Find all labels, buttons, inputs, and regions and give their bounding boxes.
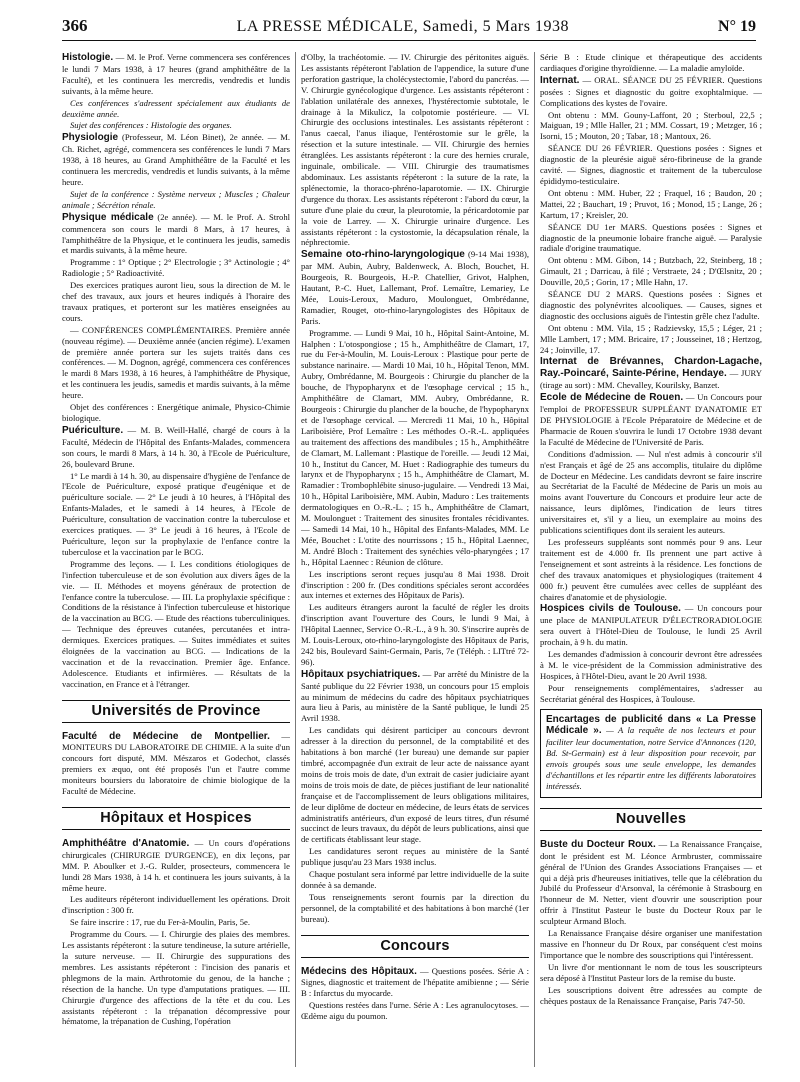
- section-heading-concours: Concours: [301, 935, 529, 958]
- article-puericulture: [62, 425, 290, 470]
- article-text: Ont obtenu : MM. Huber, 22 ; Fraquel, 16 ; Baudon, 20 ; Mattei, 22 ; Bauchart, 19 ; Pruvot, 16 ; Monod, 15 ; Lange, 26 ; Kartum, 17 ; Kreisler, 20.: [540, 187, 762, 220]
- article-text: Conditions d'admission. — Nul n'est admis à concourir s'il n'est Français et âgé de 25 ans accomplis, titulaire du diplôme de Docteur en Médecine. Les candidats devront se faire inscrire au Secrétariat de la Faculté de Médecine de Paris un mois au moins avant l'ouverture du Concours et produire leur acte de naissance, leurs diplômes, l'indication de leurs titres universitaires et, s'il y a lieu, un exemplaire au moins des publications scientifiques dont ils seraient les auteurs.: [540, 448, 762, 536]
- article-psychiatriques: [301, 669, 529, 725]
- article-text: (2e année). — M. le Prof. A. Strohl commencera son cours le mardi 8 Mars, à 17 heures, à l'amphithéâtre de la Physique, et le continuera les jeudis, samedis et mardis suivants, à la même heure.: [62, 211, 290, 256]
- article-physiologie: [62, 132, 290, 188]
- article-physique-medicale: [62, 212, 290, 257]
- article-text: — CONFÉRENCES COMPLÉMENTAIRES. Première année (nouveau régime). — Deuxième année (ancien régime). L'examen de première année portera sur les sujets traités dans ces conférences. — M. Dognon, agrégé, commencera ces conférences le mardi 8 Mars 1938, à 16 heures, à l'amphithéâtre de Physique, et les continuera les jeudis, samedis et mardis suivants, à la même heure.: [62, 324, 290, 401]
- article-text: Série B : Etude clinique et thérapeutique des accidents cardiaques d'origine thyroïdienne. — La maladie amyloïde.: [540, 52, 762, 73]
- article-title: Faculté de Médecine de Montpellier.: [62, 730, 270, 742]
- article-text: — La Renaissance Française, dont le président est M. Léonce Armbruster, commissaire général de l'Union des Grandes Associations Françaises — et qui a déjà pris d'heureuses initiatives, telle que la célébration du Jubilé du Professeur d'Arsonval, la cérémonie à Strasbourg en l'honneur de M. Netter, vient d'ouvrir une souscription pour offrir à l'Institut Pasteur le buste du Docteur Roux par le sculpteur Armand Bloch.: [540, 838, 762, 927]
- column-3: [540, 52, 762, 1070]
- article-text: — Par arrêté du Ministre de la Santé publique du 22 Février 1938, un concours pour 15 emplois au minimum de médecins du cadre des hôpitaux psychiatriques aura lieu à Paris, au ministère de la Santé publique, le lundi 25 Avril 1938.: [301, 668, 529, 724]
- column-divider: [295, 52, 296, 1067]
- article-text: Sujet des conférences : Histologie des organes.: [70, 120, 232, 131]
- article-text: Un livre d'or mentionnant le nom de tous les souscripteurs sera déposé à l'Institut Pasteur lors de la remise du buste.: [540, 961, 762, 983]
- article-text: — M. B. Weill-Hallé, chargé de cours à la Faculté, Médecin de l'Hôpital des Enfants-Malades, commencera son cours, le mardi 8 Mars, à 14 h. 30, à l'Ecole de Puériculture, 26, boulevard Brune.: [62, 424, 290, 469]
- journal-title: LA PRESSE MÉDICALE, Samedi, 5 Mars 1938: [236, 18, 569, 35]
- article-orl: [301, 249, 529, 326]
- article-montpellier: [62, 731, 290, 797]
- section-heading-universites: Universités de Province: [62, 700, 290, 723]
- article-text: Programme du Cours. — I. Chirurgie des plaies des membres. Les assistants répéteront : la suture tendineuse, la suture artérielle, la suture nerveuse. — II. Chirurgie des suppurations des membres. Les assistants répéteront : l'incision des panaris et phlegmons de la main. Arthrotomie du genou, de la hanche ; résection de la hanche. Un type d'amputations pratiques. — III. Chirurgie d'urgence des affections de la tête et du cou. Les assistants répéteront : la trépanation décompressive pour hématome, la trépanation de Cushing, l'opération: [62, 929, 290, 1027]
- article-text: Les souscriptions doivent être adressées au compte de chèques postaux de la Renaissance Française, Paris 747-50.: [540, 984, 762, 1006]
- article-internat-brevannes: [540, 356, 762, 391]
- article-internat: [540, 75, 762, 109]
- article-text: — Un concours pour une place de MANIPULATEUR D'ÉLECTRORADIOLOGIE sera ouvert à l'Hôtel-Dieu de Toulouse, le lundi 25 Avril prochain, à 9 h. du matin.: [540, 603, 762, 648]
- article-text: Programme des leçons. — I. Les conditions étiologiques de l'infection tuberculeuse et de son évolution aux divers âges de la vie. — II. Méthodes et moyens généraux de protection de l'enfance contre la tuberculose. — III. La prophylaxie spécifique : Conditions de la résistance à l'infection tuberculeuse et historique de la vaccination au BCG. — Etude des réactions tuberculiniques. — Technique des épreuves cutanées, percutanées et intra-dermiques. Exercices pratiques. — Suites immédiates et suites éloignées de la vaccination au BCG. — Indications de la vaccination et de la revaccination. Premier âge. Enfance. Adolescence. Etudiants et infirmières. — Résultats de la vaccination, en France et à l'étranger.: [62, 558, 290, 689]
- article-text: Pour renseignements complémentaires, s'adresser au Secrétariat général des Hospices, à Toulouse.: [540, 682, 762, 704]
- article-text: Tous renseignements seront fournis par la direction du personnel, de la comptabilité et des habitations à bon marché (1er bureau).: [301, 891, 529, 924]
- article-text: SÉANCE DU 2 MARS. Questions posées : Signes et diagnostic des polynévrites alcooliques. — Causes, signes et diagnostic des occlusions aiguës de l'intestin grêle chez l'adulte.: [540, 289, 762, 321]
- article-text: d'Olby, la trachéotomie. — IV. Chirurgie des péritonites aiguës. Les assistants répéteront l'ablation de l'appendice, la suture d'une perforation gastrique, la cholécystectomie, l'abord du pancréas. — V. Chirurgie gynécologique d'urgence. Les assistants répéteront : l'ablation unilatérale des annexes, l'hystérectomie subtotale, le drainage à la Mikulicz, la colpotomie postérieure. — VI. Chirurgie des occlusions intestinales. Les assistants répéteront : l'anus caecal, l'anus iliaque, l'entérostomie sur le grêle, la résection et la suture intestinale. — VII. Chirurgie des hernies étranglées. Les assistants répéteront : la cure des hernies crurale, inguinale, ombilicale. — VIII. Chirurgie des traumatismes abdominaux. Les assistants répéteront : la suture de la rate, la splénectomie, la thoraco-phréno-laparotomie. — IX. Chirurgie d'urgence du thorax. Les assistants répéteront : l'abord du cœur, la suture d'une plaie du cœur, la pleurotomie, la péricardotomie par la voie de Larrey. — X. Chirurgie urinaire d'urgence. Les assistants répéteront : la cystostomie, la décapsulation rénale, la néphrectomie.: [301, 52, 529, 248]
- article-title: Buste du Docteur Roux.: [540, 838, 656, 850]
- article-title: Physique médicale: [62, 211, 154, 223]
- issue-number: N° 19: [718, 18, 756, 35]
- article-histologie: [62, 52, 290, 97]
- notice-text: [546, 714, 756, 792]
- column-2: [301, 52, 529, 1070]
- article-text: — ORAL. SÉANCE DU 25 FÉVRIER. Questions posées : Signes et diagnostic du goitre exophtalmique. — Complications des kystes de l'ovaire.: [540, 74, 762, 108]
- article-text: Les candidatures seront reçues au ministère de la Santé publique jusqu'au 23 Mars 1938 inclus.: [301, 846, 529, 868]
- article-text: Sujet de la conférence : Système nerveux ; Muscles ; Chaleur animale ; Sécrétion rénale.: [62, 188, 290, 210]
- article-text: Des exercices pratiques auront lieu, sous la direction de M. le chef des travaux, aux jours et heures indiqués à l'horaire des travaux pratiques, et porteront sur les matières enseignées au cours.: [62, 280, 290, 323]
- notice-body: — A la requête de nos lecteurs et pour faciliter leur documentation, notre Service d'Annonces (120, Bd. St-Germain) est à leur disposition pour recevoir, par envois groupés sous une seule enveloppe, les demandes d'échantillons et les répartir entre les différents laboratoires intéressés.: [546, 725, 756, 791]
- article-title: Semaine oto-rhino-laryngologique: [301, 249, 465, 261]
- article-text: Chaque postulant sera informé par lettre individuelle de la suite donnée à sa demande.: [301, 869, 529, 890]
- article-text: — M. le Prof. Verne commencera ses conférences le lundi 7 Mars 1938, à 17 heures (grand amphithéâtre de la Faculté), et les continuera les mercredis, vendredis et lundis suivants, à la même heure.: [62, 52, 290, 96]
- article-title: Physiologie: [62, 132, 119, 144]
- article-text: Questions restées dans l'urne. Série A : Les agranulocytoses. — Œdème aigu du poumon.: [301, 1000, 529, 1022]
- article-text: Les auditeurs répéteront individuellement les opérations. Droit d'inscription : 300 fr.: [62, 894, 290, 916]
- section-heading-hopitaux: Hôpitaux et Hospices: [62, 807, 290, 830]
- article-text: — JURY (tirage au sort) : MM. Chevalley, Kourilsky, Banzet.: [540, 368, 762, 391]
- notice-title: Encartages de publicité dans « La Presse Médicale ».: [546, 713, 756, 737]
- article-text: (9-14 Mai 1938), par MM. Aubin, Aubry, Baldenweck, A. Bloch, Bouchet, H. Bourgeois, R. Bourgeois, H.-P. Chatellier, Grivot, Halphen, Hautant, P.-C. Huet, Lallemant, Prof. Lemaître, Lemariey, Le Mée, Louis-Leroux, Maduro, Moulonguet, Ombrédanne, Ramadier, Rouget, oto-rhino-laryngologistes des Hôpitaux de Paris.: [301, 249, 529, 326]
- article-text: SÉANCE DU 26 FÉVRIER. Questions posées : Signes et diagnostic de la pleurésie aiguë séro-fibrineuse de la grande cavité. — Signes, diagnostic et traitement de la tuberculose épididymo-testiculaire.: [540, 143, 762, 186]
- article-text: Ont obtenu : MM. Gouny-Laffont, 20 ; Sterboul, 22,5 ; Maiguan, 19 ; Mlle Haller, 21 ; MM. Cossart, 19 ; Metzger, 16 ; Isorni, 15 ; Mouton, 20 ; Tabar, 18 ; Mantoux, 26.: [540, 109, 762, 142]
- article-title: Internat de Brévannes, Chardon-Lagache, Ray.-Poincaré, Sainte-Périne, Hendaye.: [540, 356, 762, 380]
- article-text: La Renaissance Française désire organiser une manifestation massive en l'honneur du Dr Roux, par conséquent c'est moins l'importance que le nombre des souscriptions qui l'intéressent.: [540, 928, 762, 960]
- article-title: Hôpitaux psychiatriques.: [301, 668, 421, 680]
- column-divider: [534, 52, 535, 1067]
- article-text: — Un cours d'opérations chirurgicales (CHIRURGIE D'URGENCE), en dix leçons, par MM. P. Aboulker et J.-G. Rulder, prosecteurs, commencera le lundi 28 Mars 1938, à 14 h. et continuera les jours suivants, à la même heure.: [62, 837, 290, 893]
- article-title: Hospices civils de Toulouse.: [540, 603, 681, 615]
- article-text: Les candidats qui désirent participer au concours devront adresser à la direction du personnel, de la comptabilité et des habitations à bon marché (1er bureau) une demande sur papier timbré, accompagnée d'un extrait de leur acte de naissance ayant moins de trois mois de date, d'un extrait de casier judiciaire ayant moins de trois mois de date, de pièces justifiant de leur nationalité française et de l'accomplissement de leurs obligations militaires, de leur diplôme de docteur en médecine, de leurs états de services administratifs antérieurs, d'un exposé de leurs titres, d'un résumé succinct de leurs travaux, du dépôt de leurs publications, ainsi que de certificats établissant leur stage.: [301, 725, 529, 845]
- article-text: Se faire inscrire : 17, rue du Fer-à-Moulin, Paris, 5e.: [70, 917, 251, 928]
- article-text: Les professeurs suppléants sont nommés pour 9 ans. Leur traitement est de 4.000 fr. Ils prennent une part active à l'enseignement et sont astreints à la résidence. Les fonctions de chef des travaux anatomiques et physiologiques (traitement 4 000 fr.) peuvent être cumulées avec celles de suppléant des chaires d'anatomie et de physiologie.: [540, 536, 762, 602]
- article-text: Ont obtenu : MM. Gibon, 14 ; Butzbach, 22, Steinberg, 18 ; Gimault, 21 ; Darricau, à filé ; Verstraete, 24 ; D'Œlsnitz, 20 ; Douville, 20,5 ; Gorin, 17 ; Mlle Hahn, 17.: [540, 255, 762, 288]
- article-title: Histologie.: [62, 52, 114, 63]
- page-number: 366: [62, 16, 88, 35]
- article-text: Les inscriptions seront reçues jusqu'au 8 Mai 1938. Droit d'inscription : 200 fr. (Des conditions spéciales seront accordées aux internes et externes des Hôpitaux de Paris).: [301, 568, 529, 601]
- article-text: 1° Le mardi à 14 h. 30, au dispensaire d'hygiène de l'enfance de l'Ecole de Puériculture, exposé pratique d'eugénique et de puériculture sociale. — 2° Le jeudi à 10 heures, à l'Hôpital des Enfants-Malades, et le samedi à 14 heures, à l'Ecole de Puériculture, consultation de vaccination contre la tuberculose et exercices pratiques. — 3° Le jeudi à 16 heures, à l'Ecole de Puériculture, leçon sur la prophylaxie de l'enfance contre la tuberculose et la vaccination par le BCG.: [62, 470, 290, 557]
- article-anatomie: [62, 838, 290, 894]
- article-toulouse: [540, 603, 762, 648]
- article-text: Programme. — Lundi 9 Mai, 10 h., Hôpital Saint-Antoine, M. Halphen : L'otospongiose ; 15 h., Amphithéâtre de Clamart, 17, rue du Fer-à-Moulin, M. Louis-Leroux : Plastique pour perte de substance narinaire. — Mardi 10 Mai, 10 h., Hôpital Tenon, MM. Aubry, Ombrédanne, M. Bourgeois : Chirurgie du plancher de la bouche, de l'hypopharynx et de l'œsophage cervical ; 15 h., Amphithéâtre de Clamart, MM. Aubry, Ombrédanne, R. Bourgeois : Chirurgie du plancher de la bouche, de l'hypopharynx et de l'œsophage cervical. — Mercredi 11 Mai, 10 h., Hôpital Lariboisière, Prof Lemaître : Les méthodes O.-R.-L. appliquées au traitement des affections des mandibules ; 15 h., Amphithéâtre de Clamart, M. Lallemant : Plastique de l'oreille. — Jeudi 12 Mai, 10 h., Institut du Cancer, M. Huet : Radiographie des tumeurs du larynx et de l'hypopharynx ; 15 h., Amphithéâtre de Clamart, M. Ramadier : Trombophlébite sinuso-jugulaire. — Vendredi 13 Mai, 10 h., Hôpital Lariboisière, MM. Aubin, Maduro : Les traitements dermatologiques en O.-R.-L. ; 15 h., Amphithéâtre de Clamart, M. Moulonguet : Traitement des sinusites frontales récidivantes. — Samedi 14 Mai, 10 h., Hôpital des Enfants-Malades, MM. Le Mée, Bouchet : L'otite des nourrissons ; 15 h., Hôpital Laennec, M. André Bloch : Traitement des synéchies vélo-pharyngées ; 17 h., Hôpital Laennec : Réunion de clôture.: [301, 327, 529, 567]
- column-1: [62, 52, 290, 1070]
- article-buste-roux: [540, 839, 762, 927]
- article-text: SÉANCE DU 1er MARS. Questions posées : Signes et diagnostic de la pneumonie lobaire franche aiguë. — Paralysie radiale d'origine traumatique.: [540, 221, 762, 254]
- article-title: Internat.: [540, 74, 580, 86]
- page-header: [62, 16, 756, 41]
- article-text: Les auditeurs étrangers auront la faculté de régler les droits d'inscription avant l'ouverture des Cours, le lundi 9 Mai, à l'Hôpital Laennec, Service O.-R.-L., à 9 h. 30. S'inscrire auprès de M. Louis-Leroux, oto-rhino-laryngologiste des Hôpitaux de Paris, 242 bis, Boulevard Saint-Germain, Paris, 7e (Téléph. : LITtré 72-96).: [301, 602, 529, 667]
- article-text: Les demandes d'admission à concourir devront être adressées à M. le vice-président de la Commission administrative des Hospices, à l'Hôtel-Dieu, avant le 20 Avril 1938.: [540, 649, 762, 681]
- article-text: Ont obtenu : MM. Vila, 15 ; Radzievsky, 15,5 ; Léger, 21 ; Mlle Lambert, 17 ; MM. Bricaire, 17 ; Jousseinet, 18 ; Hertzog, 24 ; Joinville, 17.: [540, 322, 762, 355]
- article-text: Programme : 1° Optique ; 2° Electrologie ; 3° Actinologie ; 4° Radiologie ; 5° Radioactivité.: [62, 257, 290, 279]
- article-title: Ecole de Médecine de Rouen.: [540, 392, 684, 404]
- article-text: — Un Concours pour l'emploi de PROFESSEUR SUPPLÉANT D'ANATOMIE ET DE PHYSIOLOGIE à l'Ecole Préparatoire de Médecine et de Pharmacie de Rouen s'ouvrira le lundi 17 Octobre 1938 devant la Faculté de Médecine de l'Université de Paris.: [540, 392, 762, 447]
- article-rouen: [540, 392, 762, 448]
- article-title: Médecins des Hôpitaux.: [301, 965, 417, 977]
- article-text: Objet des conférences : Energétique animale, Physico-Chimie biologique.: [62, 402, 290, 423]
- article-text: (Professeur, M. Léon Binet), 2e année. — M. Ch. Richet, agrégé, commencera ses conférences le lundi 7 Mars 1938, à 18 heures, au Grand Amphithéâtre de la Faculté et les continuera les mercredis, vendredis et lundis suivants, à la même heure.: [62, 132, 290, 187]
- article-text: — MONITEURS DU LABORATOIRE DE CHIMIE. A la suite d'un concours fort disputé, MM. Mészaros et Godechot, classés premiers ex æquo, ont été proposés l'un et l'autre comme moniteurs boursiers du laboratoire de chimie biologique de la Faculté de Médecine.: [62, 730, 290, 797]
- article-title: Amphithéâtre d'Anatomie.: [62, 837, 190, 849]
- article-medecins-hopitaux: [301, 966, 529, 1000]
- advertising-notice-box: [540, 709, 762, 798]
- article-title: Puériculture.: [62, 424, 124, 436]
- article-text: — Questions posées. Série A : Signes, diagnostic et traitement de l'hépatite amibienne ; — Série B : Infarctus du myocarde.: [301, 965, 529, 999]
- article-note: Ces conférences s'adressent spécialement aux étudiants de deuxième année.: [62, 97, 290, 119]
- section-heading-nouvelles: Nouvelles: [540, 808, 762, 831]
